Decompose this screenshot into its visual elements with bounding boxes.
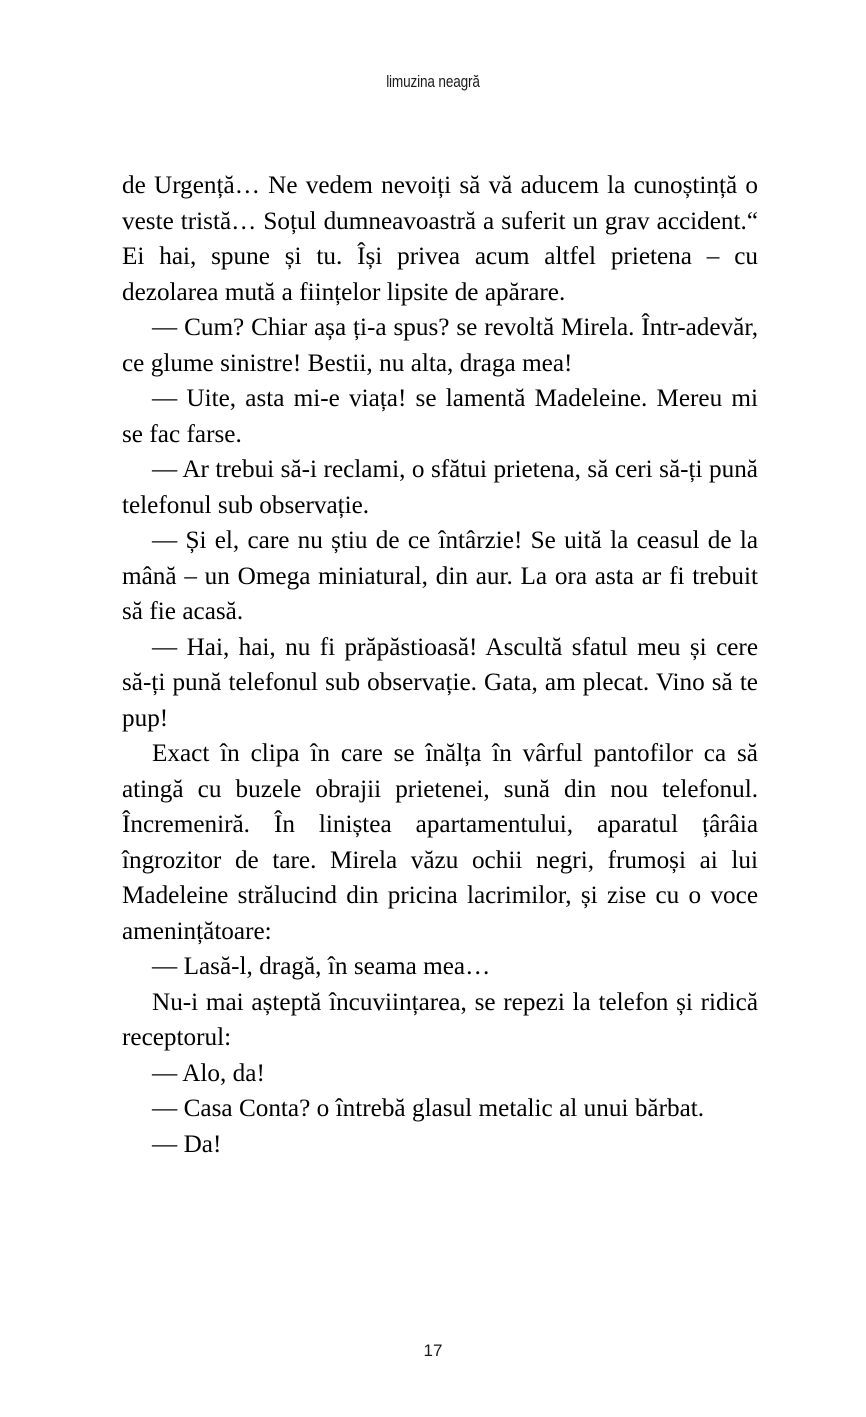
page-number: 17 (423, 1341, 443, 1360)
paragraph: — Hai, hai, nu fi prăpăstioasă! Ascultă sfatul meu și cere să-ți pună telefonul sub observație. Gata, am plecat. Vino să te pup! (122, 633, 758, 732)
running-head: limuzina neagră (386, 72, 480, 91)
paragraph: — Lasă-l, dragă, în seama mea… (152, 953, 491, 980)
paragraph: — Uite, asta mi-e viața! se lamentă Madeleine. Mereu mi se fac farse. (122, 385, 758, 448)
paragraph: — Alo, da! (152, 1059, 265, 1087)
paragraph: — Și el, care nu știu de ce întârzie! Se uită la ceasul de la mână – un Omega miniatural, din aur. La ora asta ar fi trebuit să fie acasă. (122, 527, 758, 625)
paragraph: — Da! (152, 1130, 222, 1158)
paragraph: de Urgență… Ne vedem nevoiți să vă aducem la cunoștință o veste tristă… Soțul dumneavoastră a suferit un grav accident.“ Ei hai, spune și tu. Își privea acum altfel prietena – cu dezolarea mută a ființelor lipsite de apărare. (122, 172, 758, 306)
body-text-column (122, 168, 758, 1162)
paragraph: Exact în clipa în care se înălța în vârful pantofilor ca să atingă cu buzele obrajii prietenei, sună din nou telefonul. Încremeniră. În liniștea apartamentului, aparatul țârâia îngrozitor de tare. Mirela văzu ochii negri, frumoși ai lui Madeleine strălucind din pricina lacrimilor, și zise cu o voce amenințătoare: (122, 740, 758, 945)
paragraph: — Casa Conta? o întrebă glasul metalic al unui bărbat. (152, 1095, 705, 1122)
paragraph: — Ar trebui să-i reclami, o sfătui prietena, să ceri să-ți pună telefonul sub observație. (122, 456, 758, 519)
paragraph: Nu-i mai așteptă încuviințarea, se repezi la telefon și ridică receptorul: (122, 988, 758, 1051)
paragraph: — Cum? Chiar așa ți-a spus? se revoltă Mirela. Într-adevăr, ce glume sinistre! Bestii, nu alta, draga mea! (122, 314, 758, 377)
